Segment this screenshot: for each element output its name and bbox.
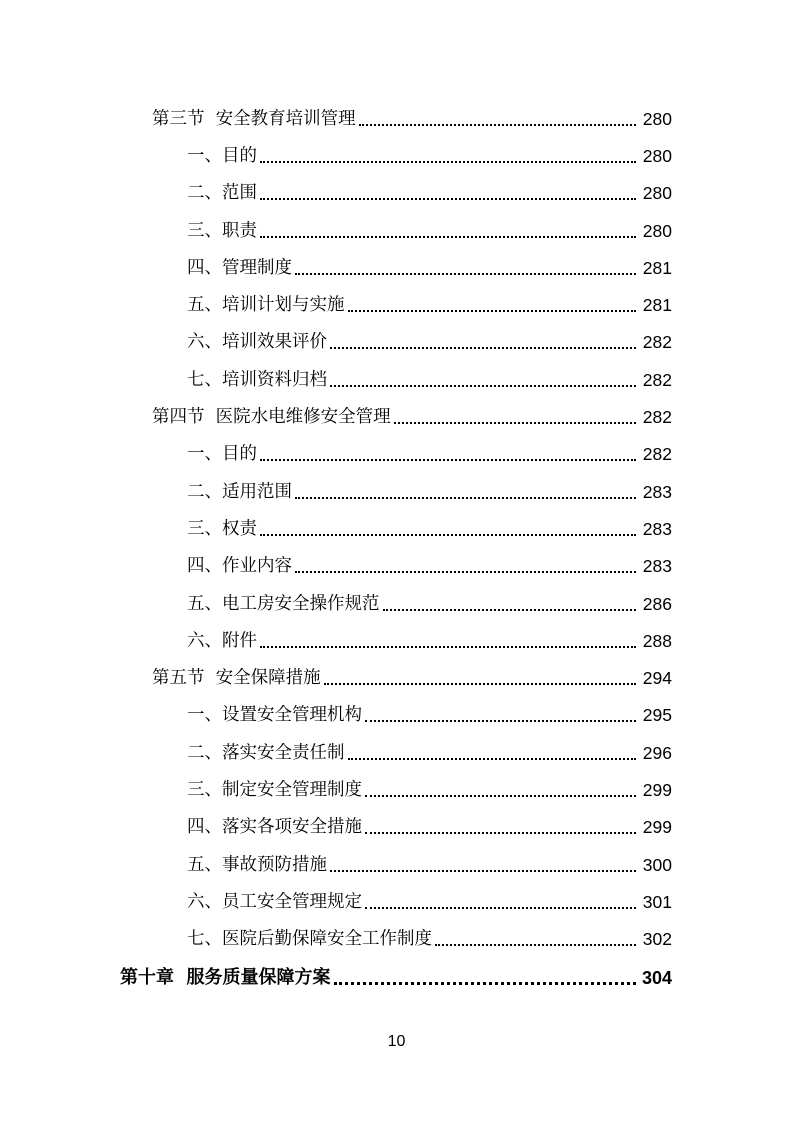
- dot-leader: [260, 146, 636, 166]
- toc-entry-page: 281: [642, 295, 672, 316]
- dot-leader: [348, 295, 637, 315]
- toc-entry-title: 五、电工房安全操作规范: [187, 593, 380, 614]
- toc-entry[interactable]: [0, 548, 793, 585]
- toc-entry[interactable]: [0, 212, 793, 249]
- toc-entry-title: 四、作业内容: [187, 556, 292, 577]
- toc-entry-title: 第五节 安全保障措施: [152, 668, 321, 689]
- toc-entry-page: 280: [642, 108, 672, 129]
- dot-leader: [365, 705, 636, 725]
- toc-entry-title: 六、培训效果评价: [187, 332, 327, 353]
- toc-entry-page: 296: [642, 742, 672, 763]
- toc-entry-page: 282: [642, 407, 672, 428]
- toc-entry-page: 283: [642, 556, 672, 577]
- toc-entry-title: 一、目的: [187, 145, 257, 166]
- toc-entry[interactable]: [0, 921, 793, 958]
- toc-entry-title: 七、医院后勤保障安全工作制度: [187, 929, 432, 950]
- toc-entry[interactable]: [0, 622, 793, 659]
- table-of-contents: [0, 100, 793, 998]
- toc-entry[interactable]: [0, 286, 793, 323]
- toc-entry-page: 281: [642, 257, 672, 278]
- toc-entry[interactable]: [0, 100, 793, 137]
- toc-entry-title: 五、培训计划与实施: [187, 295, 345, 316]
- toc-entry-page: 295: [642, 705, 672, 726]
- dot-leader: [260, 519, 636, 539]
- toc-entry-page: 282: [642, 332, 672, 353]
- toc-entry-title: 四、管理制度: [187, 257, 292, 278]
- toc-entry[interactable]: [0, 659, 793, 696]
- dot-leader: [330, 855, 636, 875]
- toc-entry-title: 四、落实各项安全措施: [187, 817, 362, 838]
- dot-leader: [295, 556, 636, 576]
- toc-entry[interactable]: [0, 510, 793, 547]
- toc-entry[interactable]: [0, 175, 793, 212]
- dot-leader: [365, 817, 636, 837]
- toc-entry-page: 280: [642, 220, 672, 241]
- toc-entry-title: 三、职责: [187, 220, 257, 241]
- toc-entry[interactable]: [0, 324, 793, 361]
- toc-entry-title: 三、制定安全管理制度: [187, 779, 362, 800]
- dot-leader: [295, 482, 636, 502]
- toc-entry[interactable]: [0, 398, 793, 435]
- toc-entry-title: 一、目的: [187, 444, 257, 465]
- dot-leader: [348, 743, 637, 763]
- toc-entry-title: 一、设置安全管理机构: [187, 705, 362, 726]
- dot-leader: [334, 968, 636, 988]
- toc-entry[interactable]: [0, 734, 793, 771]
- toc-entry-page: 288: [642, 630, 672, 651]
- toc-entry-title: 二、范围: [187, 183, 257, 204]
- dot-leader: [435, 929, 636, 949]
- toc-entry-page: 304: [641, 967, 672, 988]
- toc-entry[interactable]: [0, 585, 793, 622]
- toc-entry-page: 280: [642, 183, 672, 204]
- toc-entry-page: 300: [642, 854, 672, 875]
- toc-entry[interactable]: [0, 809, 793, 846]
- dot-leader: [295, 258, 636, 278]
- toc-entry-title: 第三节 安全教育培训管理: [152, 108, 356, 129]
- dot-leader: [365, 892, 636, 912]
- toc-entry-page: 280: [642, 145, 672, 166]
- dot-leader: [260, 183, 636, 203]
- toc-entry[interactable]: [0, 771, 793, 808]
- toc-entry-page: 283: [642, 481, 672, 502]
- toc-entry[interactable]: [0, 473, 793, 510]
- toc-entry-title: 第十章 服务质量保障方案: [120, 966, 331, 988]
- toc-entry-title: 五、事故预防措施: [187, 854, 327, 875]
- page-number: 10: [387, 1033, 406, 1050]
- toc-entry-title: 七、培训资料归档: [187, 369, 327, 390]
- toc-entry[interactable]: [0, 249, 793, 286]
- toc-entry[interactable]: [0, 436, 793, 473]
- toc-entry-title: 三、权责: [187, 518, 257, 539]
- dot-leader: [330, 332, 636, 352]
- toc-entry-page: 282: [642, 444, 672, 465]
- dot-leader: [330, 370, 636, 390]
- dot-leader: [260, 444, 636, 464]
- toc-entry-page: 301: [642, 891, 672, 912]
- toc-entry-title: 六、附件: [187, 630, 257, 651]
- toc-entry[interactable]: [0, 846, 793, 883]
- toc-entry[interactable]: [0, 697, 793, 734]
- dot-leader: [383, 594, 637, 614]
- dot-leader: [324, 668, 636, 688]
- toc-entry-page: 299: [642, 779, 672, 800]
- dot-leader: [260, 221, 636, 241]
- toc-entry-page: 282: [642, 369, 672, 390]
- toc-entry-page: 283: [642, 518, 672, 539]
- toc-entry-title: 二、落实安全责任制: [187, 742, 345, 763]
- dot-leader: [394, 407, 636, 427]
- toc-entry-title: 第四节 医院水电维修安全管理: [152, 407, 391, 428]
- toc-entry[interactable]: [0, 137, 793, 174]
- toc-chapter-entry[interactable]: [0, 958, 793, 998]
- toc-entry-page: 299: [642, 817, 672, 838]
- dot-leader: [359, 109, 636, 129]
- toc-entry[interactable]: [0, 361, 793, 398]
- toc-entry-page: 286: [642, 593, 672, 614]
- toc-entry-title: 二、适用范围: [187, 481, 292, 502]
- toc-entry-page: 294: [642, 668, 672, 689]
- dot-leader: [365, 780, 636, 800]
- toc-entry[interactable]: [0, 883, 793, 920]
- toc-entry-page: 302: [642, 929, 672, 950]
- dot-leader: [260, 631, 636, 651]
- toc-entry-title: 六、员工安全管理规定: [187, 891, 362, 912]
